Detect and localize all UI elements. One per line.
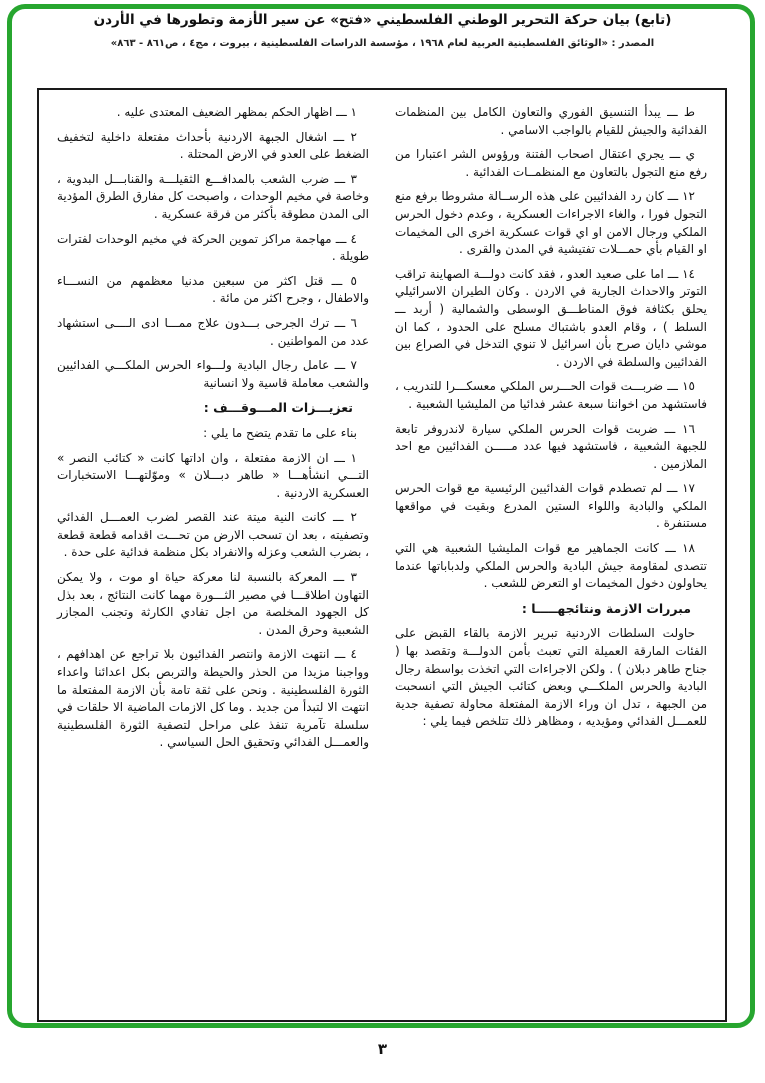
text-columns <box>39 90 725 1020</box>
paragraph: ١٨ ـــ كانت الجماهير مع قوات المليشيا الشعبية هي التي تتصدى لمقاومة جيش البادية والحرس الملكي ولدباباتها عندما يحاولون دخول المخيمات او التعرض للشعب . <box>395 541 707 591</box>
paragraph: ١٥ ـــ ضربـــت قوات الحـــرس الملكي معسكـــرا للتدريب ، فاستشهد من اخواننا سبعة عشر فدائيا من المليشيا الشعبية . <box>395 379 707 411</box>
paragraph: ٣ ـــ ضرب الشعب بالمدافـــع الثقيلـــة والقنابـــل البدوية ، وخاصة في مخيم الوحدات ، واصبحت كل مفارق الطرق المؤدية الى المدن مطوقة بأكثر من فرقة عسكرية . <box>57 171 369 221</box>
paragraph: ٤ ـــ مهاجمة مراكز تموين الحركة في مخيم الوحدات لفترات طويلة . <box>57 231 369 264</box>
paragraph: ٥ ـــ قتل اكثر من سبعين مدنيا معظمهم من النســـاء والاطفال ، وجرح اكثر من مائة . <box>57 273 369 306</box>
page-number: ٣ <box>377 1040 388 1058</box>
document-header <box>30 10 735 51</box>
paragraph: ١٤ ـــ اما على صعيد العدو ، فقد كانت دولـــة الصهاينة تراقب التوتر والاحداث الجارية في الاردن . وكان الطيران الاسرائيلي يحلق بكثافة فوق المناطـــق الوسطى والشمالية ( أربد ـــ السلط ) ، وقام العدو باشتباك مسلح على الحدود ، كما ان موشي دايان صرح بأن اسرائيل لا تنوي التدخل في الصراع بين الفدائيين والسلطة في الاردن . <box>395 266 707 369</box>
paragraph: ٢ ـــ كانت النية ميتة عند القصر لضرب العمـــل الفدائي وتصفيته ، بعد ان تسحب الارض من تحـــت اقدامه قطعة قطعة ، بضرب الشعب وعزله والانفراد بكل منظمة فدائية على حدة . <box>57 510 369 560</box>
paragraph: ١ ـــ ان الازمة مفتعلة ، وان اداتها كانت « كتائب النصر » التـــي انشأهـــا « طاهر دبـــلان » وموّلتهـــا الاستخبارات العسكرية الاردنية . <box>57 450 369 500</box>
paragraph: ٦ ـــ ترك الجرحى بـــدون علاج ممـــا ادى الــــى استشهاد عدد من المواطنين . <box>57 315 369 348</box>
column-left <box>57 104 369 1006</box>
paragraph: حاولت السلطات الاردنية تبرير الازمة بالقاء القبض على الفئات المارقة العميلة التي تعبث بأمن الدولـــة وتقصد بها ( جناح طاهر دبلان ) . ولكن الاجراءات التي اتخذت بواسطة رجال البادية والحرس الملكـــي وبعض كتائب الجيش التي انسحبت من الجبهة ، تدل ان وراء الازمة المفتعلة محاولة تصفية جدية للعمـــل الفدائي ومؤيديه ، ومظاهر ذلك تتلخص فيما يلي : <box>395 626 707 729</box>
section-heading: مبررات الازمة ونتائجهـــــا : <box>521 600 691 616</box>
paragraph: ٧ ـــ عامل رجال البادية ولـــواء الحرس الملكـــي الفدائيين والشعب معاملة قاسية ولا انسانية <box>57 358 369 390</box>
paragraph: ١ ـــ اظهار الحكم بمظهر الضعيف المعتدى عليه . <box>116 105 357 119</box>
column-right <box>395 104 707 1006</box>
paragraph: ١٦ ـــ ضربت قوات الحرس الملكي سيارة لاندروفر تابعة للجبهة الشعبية ، فاستشهد فيها عدد مـــــن الفدائيين مع احد الملازمين . <box>395 421 707 471</box>
document-title: (تابع) بيان حركة التحرير الوطني الفلسطيني «فتح» عن سير الأزمة وتطورها في الأردن <box>93 12 672 28</box>
paragraph: ١٧ ـــ لم تصطدم قوات الفدائيين الرئيسية مع قوات الحرس الملكي والبادية واللواء الستين المدرع وبقيت في مواقعها مستنفرة . <box>395 481 707 531</box>
paragraph: ي ـــ يجري اعتقال اصحاب الفتنة ورؤوس الشر اعتبارا من رفع منع التجول بالتعاون مع المنظمــات الفدائية . <box>395 147 707 179</box>
paragraph: ٣ ـــ المعركة بالنسبة لنا معركة حياة او موت ، ولا يمكن التهاون اطلاقـــا في مصير الثـــورة مهما كانت النتائج ، بعد بذل كل الجهود المخلصة من اجل تفادي الكارثة وتجنب المجازر الشعبية وحرق المدن . <box>57 570 369 637</box>
paragraph: ٢ ـــ اشغال الجبهة الاردنية بأحداث مفتعلة داخلية لتخفيف الضغط على العدو في الارض المحتلة . <box>57 129 369 162</box>
section-heading: تعزيـــزات المـــوقـــف : <box>203 400 353 416</box>
paragraph: بناء على ما تقدم يتضح ما يلي : <box>203 425 357 440</box>
content-box <box>37 88 727 1022</box>
paragraph: ١٢ ـــ كان رد الفدائيين على هذه الرســالة مشروطا برفع منع التجول فورا ، والغاء الاجراءات العسكرية ، وعدم دخول الحرس الملكي ورجال الامن او اي قوات عسكرية اخرى الى المخيمات او القيام بأي حمـــلات تفتيشية في المدن والقرى . <box>395 189 707 257</box>
source-line: المصدر : «الوثائق الفلسطينية العربية لعام ١٩٦٨ ، مؤسسة الدراسات الفلسطينية ، بيروت ، مج٤ ، ص٨٦١ - ٨٦٣» <box>110 38 655 49</box>
paragraph: ٤ ـــ انتهت الازمة وانتصر الفدائيون بلا تراجع عن اهدافهم ، وواجبنا مزيدا من الحذر والحيطة والتربص بكل اعدائنا واعداء الثورة الفلسطينية . ونحن على ثقة تامة بأن الازمة المفتعلة ما انتهت الا لتبدأ من جديد . وما كل الازمات الماضية الا حلقات في سلسلة تآمرية تنفذ على مراحل لتصفية الثورة الفلسطينية والعمـــل الفدائي وتحقيق الحل السياسي . <box>57 647 369 750</box>
paragraph: ط ـــ يبدأ التنسيق الفوري والتعاون الكامل بين المنظمات الفدائية والجيش للقيام بالواجب الاسامي . <box>395 105 707 137</box>
